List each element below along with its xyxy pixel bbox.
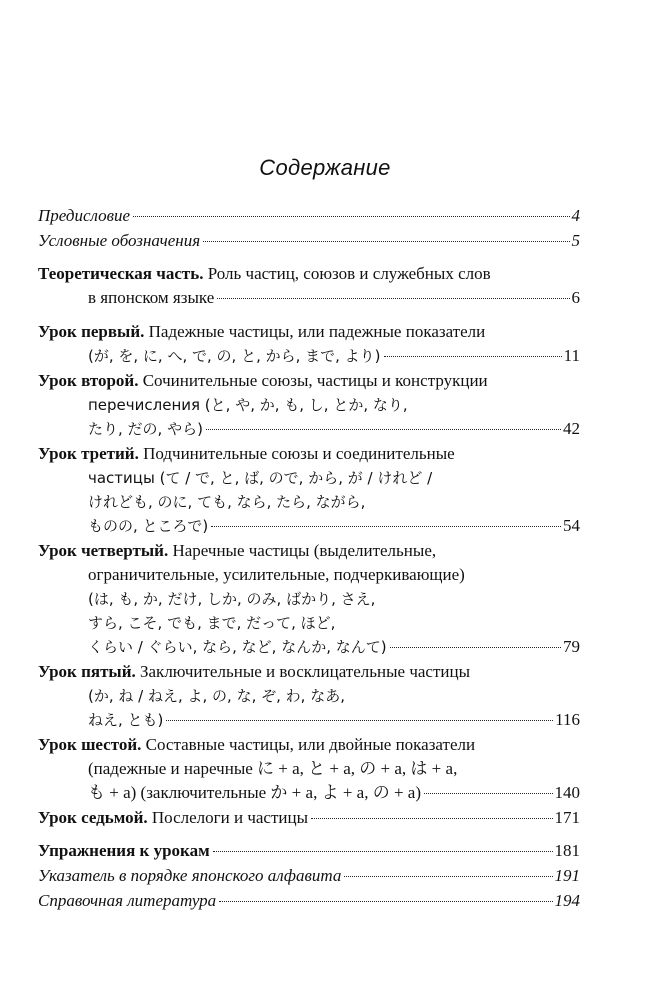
toc-entry-lesson-7[interactable]: [38, 807, 580, 829]
dot-leader: [384, 356, 562, 357]
entry-page: 4: [571, 206, 580, 225]
toc-entry-lesson-4[interactable]: [38, 540, 580, 562]
dot-leader: [311, 818, 552, 819]
entry-page: 54: [563, 516, 580, 535]
entry-label: Условные обозначения: [38, 231, 201, 250]
dot-leader: [166, 720, 553, 721]
entry-page: 5: [571, 231, 580, 250]
entry-label: Справочная литература: [38, 891, 217, 910]
toc-entry-lesson-4-cont: [88, 588, 580, 610]
entry-heading: Урок второй.: [38, 371, 139, 390]
entry-page: 140: [554, 783, 580, 802]
dot-leader: [213, 851, 553, 852]
toc-entry-lesson-1-cont: [88, 345, 580, 367]
toc-entry-lesson-3-cont: [88, 515, 580, 537]
dot-leader: [211, 526, 561, 527]
dot-leader: [219, 901, 552, 902]
entry-page: 171: [554, 808, 580, 827]
entry-particles: たり, だの, やら): [88, 420, 203, 438]
entry-particles: ねえ, とも): [88, 711, 164, 729]
entry-page: 181: [554, 841, 580, 860]
toc-entry-lesson-4-cont: [88, 564, 580, 586]
entry-heading: Урок третий.: [38, 444, 139, 463]
toc-entry-lesson-5-cont: [88, 709, 580, 731]
entry-particles: (падежные и наречные に + a, と + a, の + a, は + a,: [88, 759, 458, 778]
toc-entry-bibliography[interactable]: [38, 890, 580, 912]
toc-entry-lesson-3[interactable]: [38, 443, 580, 465]
entry-particles: ものの, ところで): [88, 517, 209, 535]
entry-title: Сочинительные союзы, частицы и конструкции: [138, 371, 488, 390]
entry-title: Составные частицы, или двойные показатели: [141, 735, 476, 754]
entry-heading: Теоретическая часть.: [38, 264, 204, 283]
entry-label: Указатель в порядке японского алфавита: [38, 866, 342, 885]
entry-page: 6: [571, 288, 580, 307]
entry-heading: Урок пятый.: [38, 662, 136, 681]
entry-particles: частицы (て / で, と, ば, ので, から, が / けれど /: [88, 469, 433, 487]
entry-page: 191: [554, 866, 580, 885]
toc-entry-lesson-4-cont: [88, 636, 580, 658]
dot-leader: [206, 429, 561, 430]
entry-page: 11: [563, 346, 580, 365]
entry-heading: Урок четвертый.: [38, 541, 169, 560]
entry-title: Заключительные и восклицательные частицы: [135, 662, 471, 681]
entry-heading: Урок шестой.: [38, 735, 142, 754]
entry-title-cont: в японском языке: [88, 288, 215, 307]
toc-entry-index[interactable]: [38, 865, 580, 887]
entry-title: Послелоги и частицы: [147, 808, 309, 827]
dot-leader: [217, 298, 569, 299]
dot-leader: [390, 647, 561, 648]
entry-page: 42: [563, 419, 580, 438]
toc-entry-lesson-4-cont: [88, 612, 580, 634]
entry-heading: Урок первый.: [38, 322, 145, 341]
toc-entry-theory-cont: [88, 287, 580, 309]
toc-entry-lesson-5-cont: [88, 685, 580, 707]
toc-entry-preface[interactable]: [38, 205, 580, 227]
toc-entry-lesson-6-cont: [88, 782, 580, 804]
entry-page: 116: [555, 710, 580, 729]
entry-heading: Упражнения к урокам: [38, 841, 210, 860]
entry-title: Наречные частицы (выделительные,: [168, 541, 437, 560]
entry-particles: すら, こそ, でも, まで, だって, ほど,: [88, 614, 336, 632]
entry-particles: (が, を, に, へ, で, の, と, から, まで, より): [88, 347, 381, 365]
toc-entry-lesson-6[interactable]: [38, 734, 580, 756]
entry-page: 194: [554, 891, 580, 910]
entry-title-cont: ограничительные, усилительные, подчеркивающие): [88, 565, 465, 584]
dot-leader: [203, 241, 569, 242]
entry-title: Подчинительные союзы и соединительные: [138, 444, 455, 463]
entry-title: Роль частиц, союзов и служебных слов: [203, 264, 491, 283]
entry-particles: も + a) (заключительные か + a, よ + a, の + a): [88, 783, 421, 802]
toc-entry-lesson-2-cont: [88, 394, 580, 416]
toc-entry-lesson-5[interactable]: [38, 661, 580, 683]
entry-heading: Урок седьмой.: [38, 808, 148, 827]
dot-leader: [133, 216, 569, 217]
entry-particles: (は, も, か, だけ, しか, のみ, ばかり, さえ,: [88, 590, 376, 608]
toc-entry-lesson-1[interactable]: [38, 321, 580, 343]
entry-particles: (か, ね / ねえ, よ, の, な, ぞ, わ, なあ,: [88, 687, 345, 705]
toc-entry-exercises[interactable]: [38, 840, 580, 862]
entry-title: Падежные частицы, или падежные показатели: [144, 322, 486, 341]
page-title: Содержание: [259, 155, 391, 180]
entry-label: Предисловие: [38, 206, 131, 225]
entry-particles: перечисления (と, や, か, も, し, とか, なり,: [88, 396, 408, 414]
toc-entry-theory[interactable]: [38, 263, 580, 285]
entry-particles: けれども, のに, ても, なら, たら, ながら,: [88, 493, 366, 511]
toc-entry-lesson-2-cont: [88, 418, 580, 440]
toc-entry-lesson-6-cont: [88, 758, 580, 780]
toc-entry-lesson-3-cont: [88, 467, 580, 489]
entry-page: 79: [563, 637, 580, 656]
dot-leader: [424, 793, 553, 794]
toc-entry-legend[interactable]: [38, 230, 580, 252]
toc-entry-lesson-3-cont: [88, 491, 580, 513]
entry-particles: くらい / ぐらい, なら, など, なんか, なんて): [88, 638, 387, 656]
dot-leader: [344, 876, 552, 877]
toc-entry-lesson-2[interactable]: [38, 370, 580, 392]
